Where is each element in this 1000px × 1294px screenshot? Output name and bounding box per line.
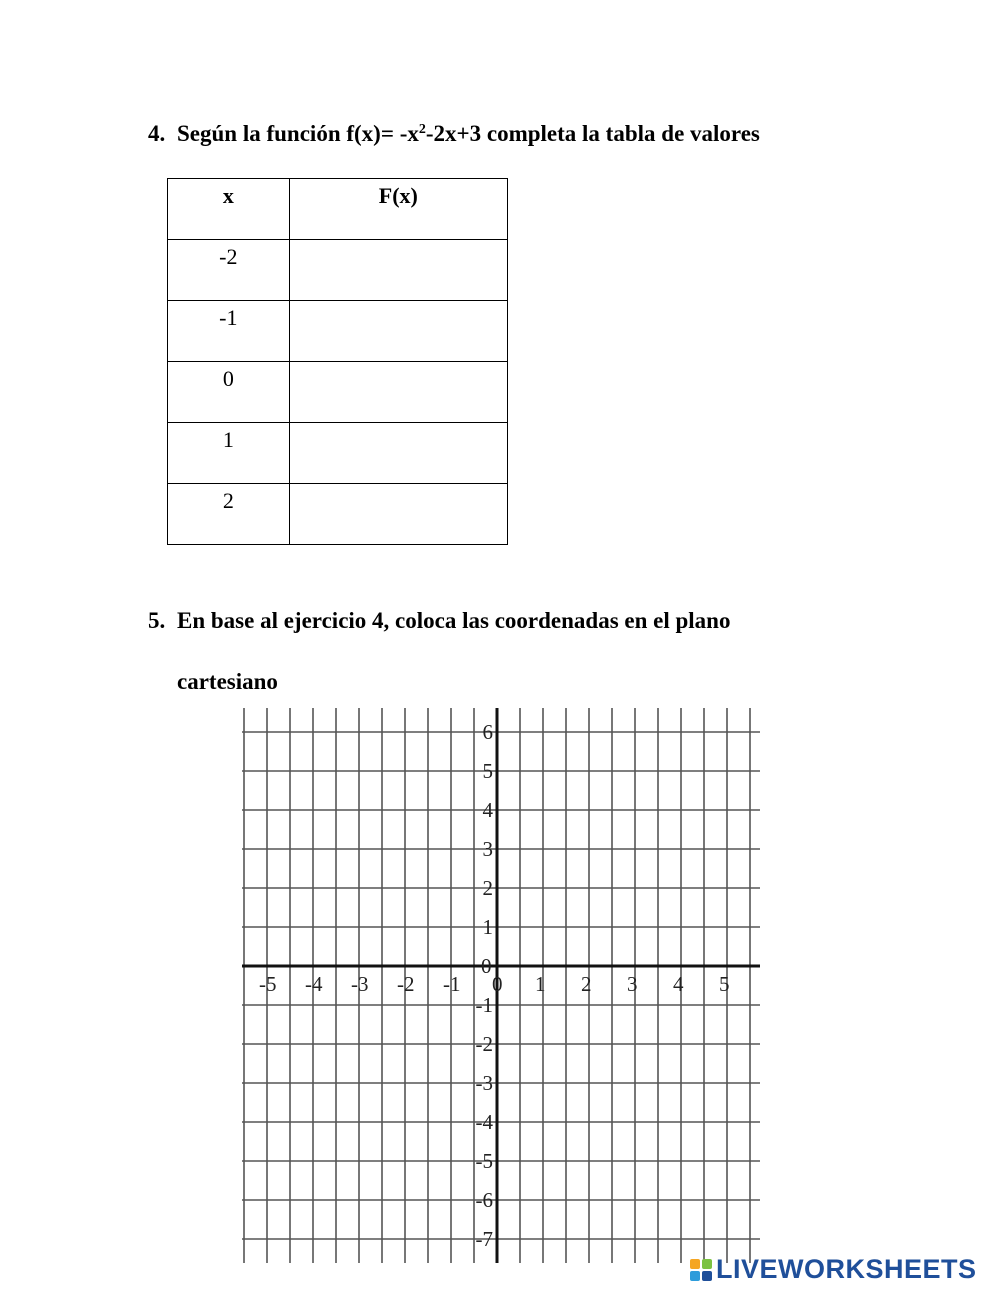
x-tick-label: 0 xyxy=(492,972,503,996)
logo-icon xyxy=(690,1259,712,1281)
y-tick-label: 1 xyxy=(482,915,493,939)
x-tick-label: -1 xyxy=(443,972,461,996)
x-tick-label: 5 xyxy=(719,972,730,996)
y-tick-label: -7 xyxy=(475,1227,493,1251)
exponent: 2 xyxy=(418,122,426,137)
header-x: x xyxy=(168,179,290,240)
header-fx: F(x) xyxy=(289,179,507,240)
question-4-text-before: Según la función f(x)= -x xyxy=(177,121,419,146)
logo-square xyxy=(702,1259,712,1269)
question-5-number: 5. xyxy=(148,608,166,633)
x-tick-label: -3 xyxy=(351,972,369,996)
x-tick-label: 4 xyxy=(673,972,684,996)
y-tick-label: -6 xyxy=(475,1188,493,1212)
x-tick-label: 3 xyxy=(627,972,638,996)
cell-x: 2 xyxy=(168,484,290,545)
cell-x: -2 xyxy=(168,240,290,301)
question-5-line-2: cartesiano xyxy=(177,669,278,694)
x-tick-label: 1 xyxy=(535,972,546,996)
x-tick-label: 2 xyxy=(581,972,592,996)
y-tick-label: -3 xyxy=(475,1071,493,1095)
cell-x: -1 xyxy=(168,301,290,362)
y-tick-label: 4 xyxy=(482,798,493,822)
cell-x: 1 xyxy=(168,423,290,484)
question-4-number: 4. xyxy=(148,121,166,146)
cell-x: 0 xyxy=(168,362,290,423)
y-tick-label: -4 xyxy=(475,1110,493,1134)
y-tick-label: 0 xyxy=(481,954,492,978)
liveworksheets-logo xyxy=(690,1254,977,1285)
x-tick-label: -2 xyxy=(397,972,415,996)
y-tick-label: 6 xyxy=(482,720,493,744)
logo-square xyxy=(702,1271,712,1281)
brand-name: LIVEWORKSHEETS xyxy=(716,1254,977,1284)
y-tick-label: -2 xyxy=(475,1032,493,1056)
x-tick-label: -4 xyxy=(305,972,323,996)
y-tick-label: 3 xyxy=(482,837,493,861)
logo-square xyxy=(690,1271,700,1281)
question-5-line-1: En base al ejercicio 4, coloca las coordenadas en el plano xyxy=(177,608,731,633)
y-tick-label: -1 xyxy=(475,993,493,1017)
question-4-text-after: -2x+3 completa la tabla de valores xyxy=(425,121,760,146)
logo-square xyxy=(690,1259,700,1269)
y-tick-label: 5 xyxy=(482,759,493,783)
y-tick-label: -5 xyxy=(475,1149,493,1173)
y-tick-label: 2 xyxy=(482,876,493,900)
x-tick-label: -5 xyxy=(259,972,277,996)
